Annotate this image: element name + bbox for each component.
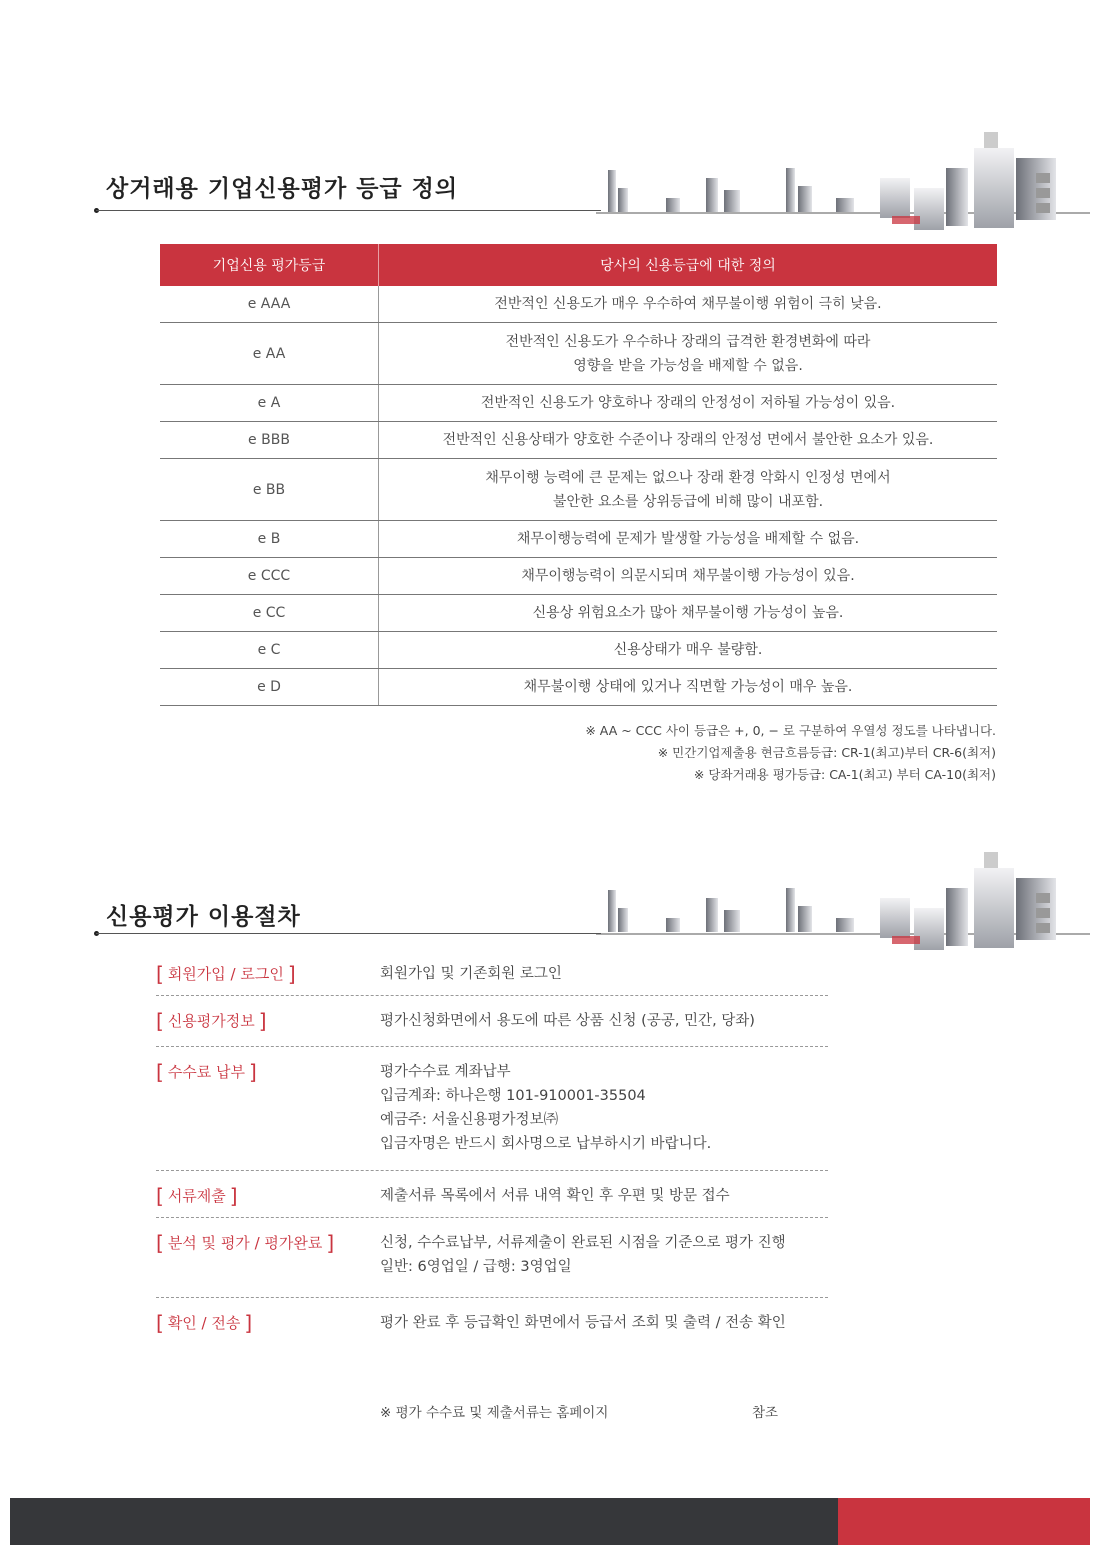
title-underline [96,933,601,934]
footer-dark-bar [10,1498,838,1545]
procedure-step: [ 신용평가정보 ] 평가신청화면에서 용도에 따른 상품 신청 (공공, 민간, 당좌) [156,1009,828,1047]
footer-red-bar [838,1498,1090,1545]
definition-cell: 채무불이행 상태에 있거나 직면할 가능성이 매우 높음. [379,669,998,706]
table-row [160,459,997,521]
procedure-step: [ 확인 / 전송 ] 평가 완료 후 등급확인 화면에서 등급서 조회 및 출력 / 전송 확인 [156,1311,786,1335]
title-underline [96,210,601,211]
definition-cell: 전반적인 신용도가 매우 우수하여 채무불이행 위험이 극히 낮음. [379,286,998,323]
table-row [160,669,997,706]
step-description: 회원가입 및 기존회원 로그인 [380,966,562,982]
grade-cell: e BB [160,459,379,521]
table-header-row [160,244,997,286]
step-description: 평가신청화면에서 용도에 따른 상품 신청 (공공, 민간, 당좌) [380,1013,755,1029]
step-label: 회원가입 / 로그인 [167,965,284,983]
table-row [160,422,997,459]
grade-cell: e C [160,632,379,669]
definition-cell: 채무이행능력이 의문시되며 채무불이행 가능성이 있음. [379,558,998,595]
step-description: 평가 완료 후 등급확인 화면에서 등급서 조회 및 출력 / 전송 확인 [380,1315,786,1331]
step-label: 분석 및 평가 / 평가완료 [167,1234,323,1252]
step-description: 신청, 수수료납부, 서류제출이 완료된 시점을 기준으로 평가 진행 일반: 6영업일 / 급행: 3영업일 [380,1235,786,1275]
step-description: 평가수수료 계좌납부 입금계좌: 하나은행 101-910001-35504 예금주: 서울신용평가정보㈜ 입금자명은 반드시 회사명으로 납부하시기 바랍니다. [380,1064,712,1152]
procedure-list [156,962,828,1357]
city-skyline-graphic [596,128,1090,240]
table-row [160,286,997,323]
grade-cell: e D [160,669,379,706]
definition-cell: 신용상태가 매우 불량함. [379,632,998,669]
definition-cell: 전반적인 신용도가 우수하나 장래의 급격한 환경변화에 따라 영향을 받을 가능성을 배제할 수 없음. [379,323,998,385]
table-row [160,385,997,422]
grade-cell: e A [160,385,379,422]
definition-cell: 채무이행능력에 문제가 발생할 가능성을 배제할 수 없음. [379,521,998,558]
table-notes [585,720,996,786]
table-row [160,595,997,632]
table-row [160,558,997,595]
grade-cell: e B [160,521,379,558]
procedure-note: ※ 평가 수수료 및 제출서류는 홈페이지 [380,1405,609,1421]
step-label: 신용평가정보 [167,1012,255,1030]
grade-cell: e AAA [160,286,379,323]
table-row [160,323,997,385]
header-definition: 당사의 신용등급에 대한 정의 [379,244,998,286]
procedure-note-suffix: 참조 [752,1405,779,1421]
definition-cell: 채무이행 능력에 큰 문제는 없으나 장래 환경 악화시 인정성 면에서 불안한 요소를 상위등급에 비해 많이 내포함. [379,459,998,521]
procedure-step: [ 회원가입 / 로그인 ] 회원가입 및 기존회원 로그인 [156,962,828,996]
step-description: 제출서류 목록에서 서류 내역 확인 후 우편 및 방문 접수 [380,1188,730,1204]
grade-cell: e BBB [160,422,379,459]
procedure-step: [ 분석 및 평가 / 평가완료 ] 신청, 수수료납부, 서류제출이 완료된 시점을 기준으로 평가 진행 일반: 6영업일 / 급행: 3영업일 [156,1231,828,1298]
note-line: ※ 민간기업제출용 현금흐름등급: CR-1(최고)부터 CR-6(최저) [657,745,996,760]
procedure-step: [ 수수료 납부 ] 평가수수료 계좌납부 입금계좌: 하나은행 101-910001-35504 예금주: 서울신용평가정보㈜ 입금자명은 반드시 회사명으로 납부하시기 바랍니다. [156,1060,828,1171]
grade-cell: e CC [160,595,379,632]
definition-cell: 전반적인 신용도가 양호하나 장래의 안정성이 저하될 가능성이 있음. [379,385,998,422]
section1-title: 상거래용 기업신용평가 등급 정의 [106,176,459,202]
definition-cell: 신용상 위험요소가 많아 채무불이행 가능성이 높음. [379,595,998,632]
procedure-step: [ 서류제출 ] 제출서류 목록에서 서류 내역 확인 후 우편 및 방문 접수 [156,1184,828,1218]
note-line: ※ AA ~ CCC 사이 등급은 +, 0, − 로 구분하여 우열성 정도를 나타냅니다. [585,723,996,738]
table-row [160,632,997,669]
section2-title: 신용평가 이용절차 [106,904,301,930]
city-skyline-graphic [596,848,1090,960]
grade-cell: e CCC [160,558,379,595]
grade-cell: e AA [160,323,379,385]
note-line: ※ 당좌거래용 평가등급: CA-1(최고) 부터 CA-10(최저) [693,767,996,782]
table-row [160,521,997,558]
credit-grade-table [160,244,997,706]
definition-cell: 전반적인 신용상태가 양호한 수준이나 장래의 안정성 면에서 불안한 요소가 있음. [379,422,998,459]
step-label: 수수료 납부 [167,1063,246,1081]
step-label: 서류제출 [167,1187,226,1205]
header-grade: 기업신용 평가등급 [160,244,379,286]
step-label: 확인 / 전송 [167,1314,241,1332]
